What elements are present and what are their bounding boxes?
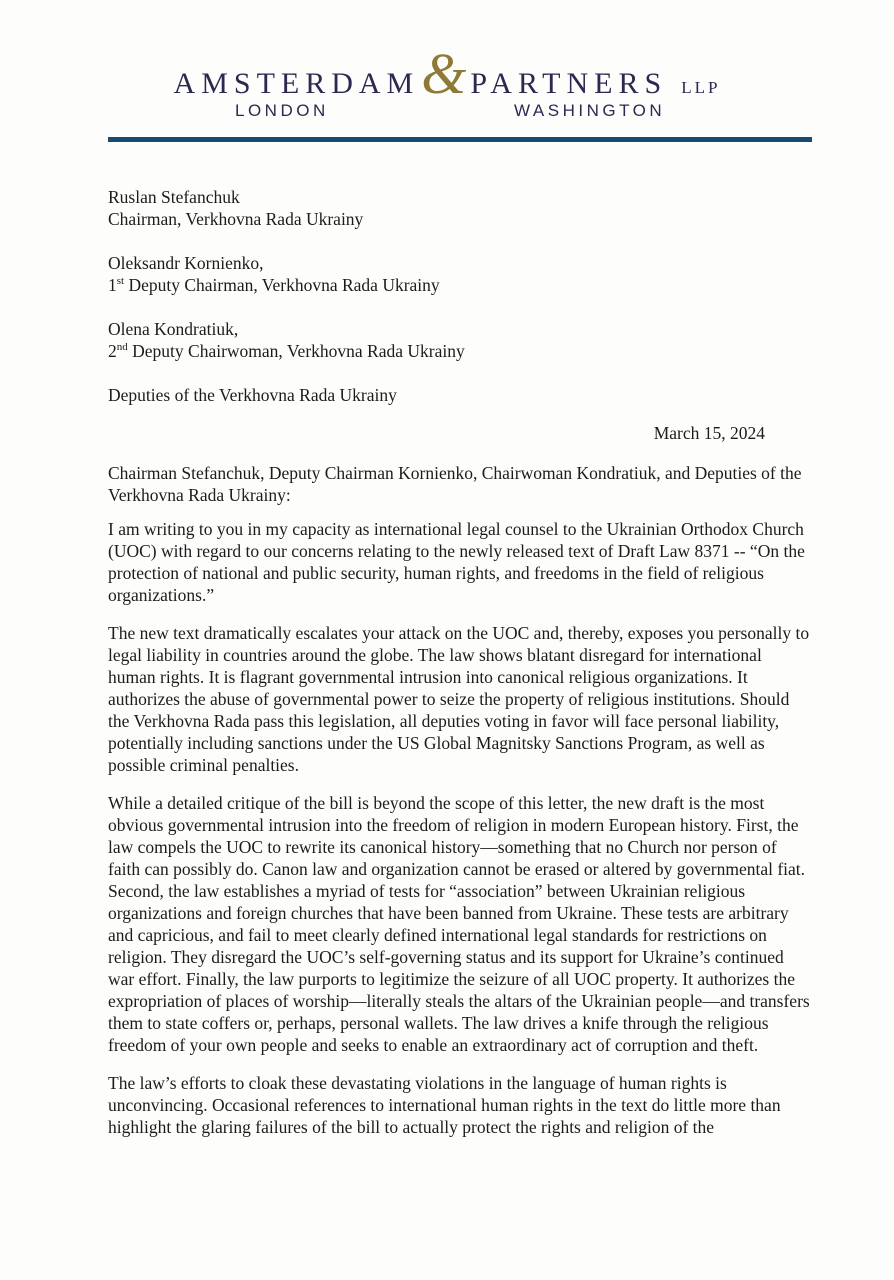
firm-name-partners: PARTNERS <box>470 67 668 100</box>
paragraph-critique: While a detailed critique of the bill is beyond the scope of this letter, the new draft is the most obvious governmental intrusion into the freedom of religion in modern European history. First, the law compels the UOC to rewrite its canonical history—something that no Church nor person of faith can possibly do. Canon law and organization cannot be erased or altered by governmental fiat. Second, the law establishes a myriad of tests for “association” between Ukrainian religious organizations and foreign churches that have been banned from Ukraine. These tests are arbitrary and capricious, and fail to meet clearly defined international legal standards for restrictions on religion. They disregard the UOC’s self-governing status and its support for Ukraine’s continued war effort. Finally, the law purports to legitimize the seizure of all UOC property. It authorizes the expropriation of places of worship—literally steals the altars of the Ukrainian people—and transfers them to state coffers or, perhaps, personal wallets. The law drives a knife through the religious freedom of your own people and seeks to enable an extraordinary act of corruption and theft. <box>108 793 815 1055</box>
letter-date: March 15, 2024 <box>653 423 765 443</box>
firm-suffix-llp: LLP <box>681 78 721 97</box>
recipient-block-kondratiuk <box>108 318 813 362</box>
ordinal-number: 2 <box>108 341 117 361</box>
recipient-block-stefanchuk <box>108 186 813 230</box>
paragraph-human-rights: The law’s efforts to cloak these devastating violations in the language of human rights is unconvincing. Occasional references to international human rights in the text do little more than highlight the glaring failures of the bill to actually protect the rights and religion of the <box>108 1073 785 1137</box>
paragraph-intro: I am writing to you in my capacity as international legal counsel to the Ukrainian Orthodox Church (UOC) with regard to our concerns relating to the newly released text of Draft Law 8371 -- “On the protection of national and public security, human rights, and freedoms in the field of religious organizations.” <box>108 519 810 605</box>
firm-name-amsterdam: AMSTERDAM <box>173 67 420 100</box>
firm-ampersand: & <box>421 41 467 106</box>
recipient-block-kornienko <box>108 252 813 296</box>
recipient-title <box>108 274 813 296</box>
ordinal-suffix: st <box>116 275 125 288</box>
recipient-title <box>108 340 813 362</box>
recipient-name: Oleksandr Kornienko, <box>108 253 264 273</box>
recipient-block-deputies <box>108 384 813 406</box>
ordinal-number: 1 <box>108 275 117 295</box>
office-london: LONDON <box>235 101 329 120</box>
office-washington: WASHINGTON <box>514 101 666 120</box>
paragraph-liability: The new text dramatically escalates your attack on the UOC and, thereby, exposes you personally to legal liability in countries around the globe. The law shows blatant disregard for international human rights. It is flagrant governmental intrusion into canonical religious organizations. It authorizes the abuse of governmental power to seize the property of religious institutions. Should the Verkhovna Rada pass this legislation, all deputies voting in favor will face personal liability, potentially including sanctions under the US Global Magnitsky Sanctions Program, as well as possible criminal penalties. <box>108 623 814 775</box>
ordinal-suffix: nd <box>116 341 128 354</box>
recipient-title-text: Deputy Chairwoman, Verkhovna Rada Ukrainy <box>127 341 465 361</box>
recipient-name: Deputies of the Verkhovna Rada Ukrainy <box>108 385 397 405</box>
letter-body <box>108 186 813 1154</box>
letterhead <box>0 0 894 150</box>
firm-name-row <box>0 0 894 107</box>
recipient-name: Ruslan Stefanchuk <box>108 187 240 207</box>
recipient-title: Chairman, Verkhovna Rada Ukrainy <box>108 209 364 229</box>
letterhead-rule <box>108 137 812 142</box>
salutation: Chairman Stefanchuk, Deputy Chairman Kornienko, Chairwoman Kondratiuk, and Deputies of the Verkhovna Rada Ukrainy: <box>108 463 802 505</box>
recipient-name: Olena Kondratiuk, <box>108 319 239 339</box>
recipient-title-text: Deputy Chairman, Verkhovna Rada Ukrainy <box>124 275 440 295</box>
